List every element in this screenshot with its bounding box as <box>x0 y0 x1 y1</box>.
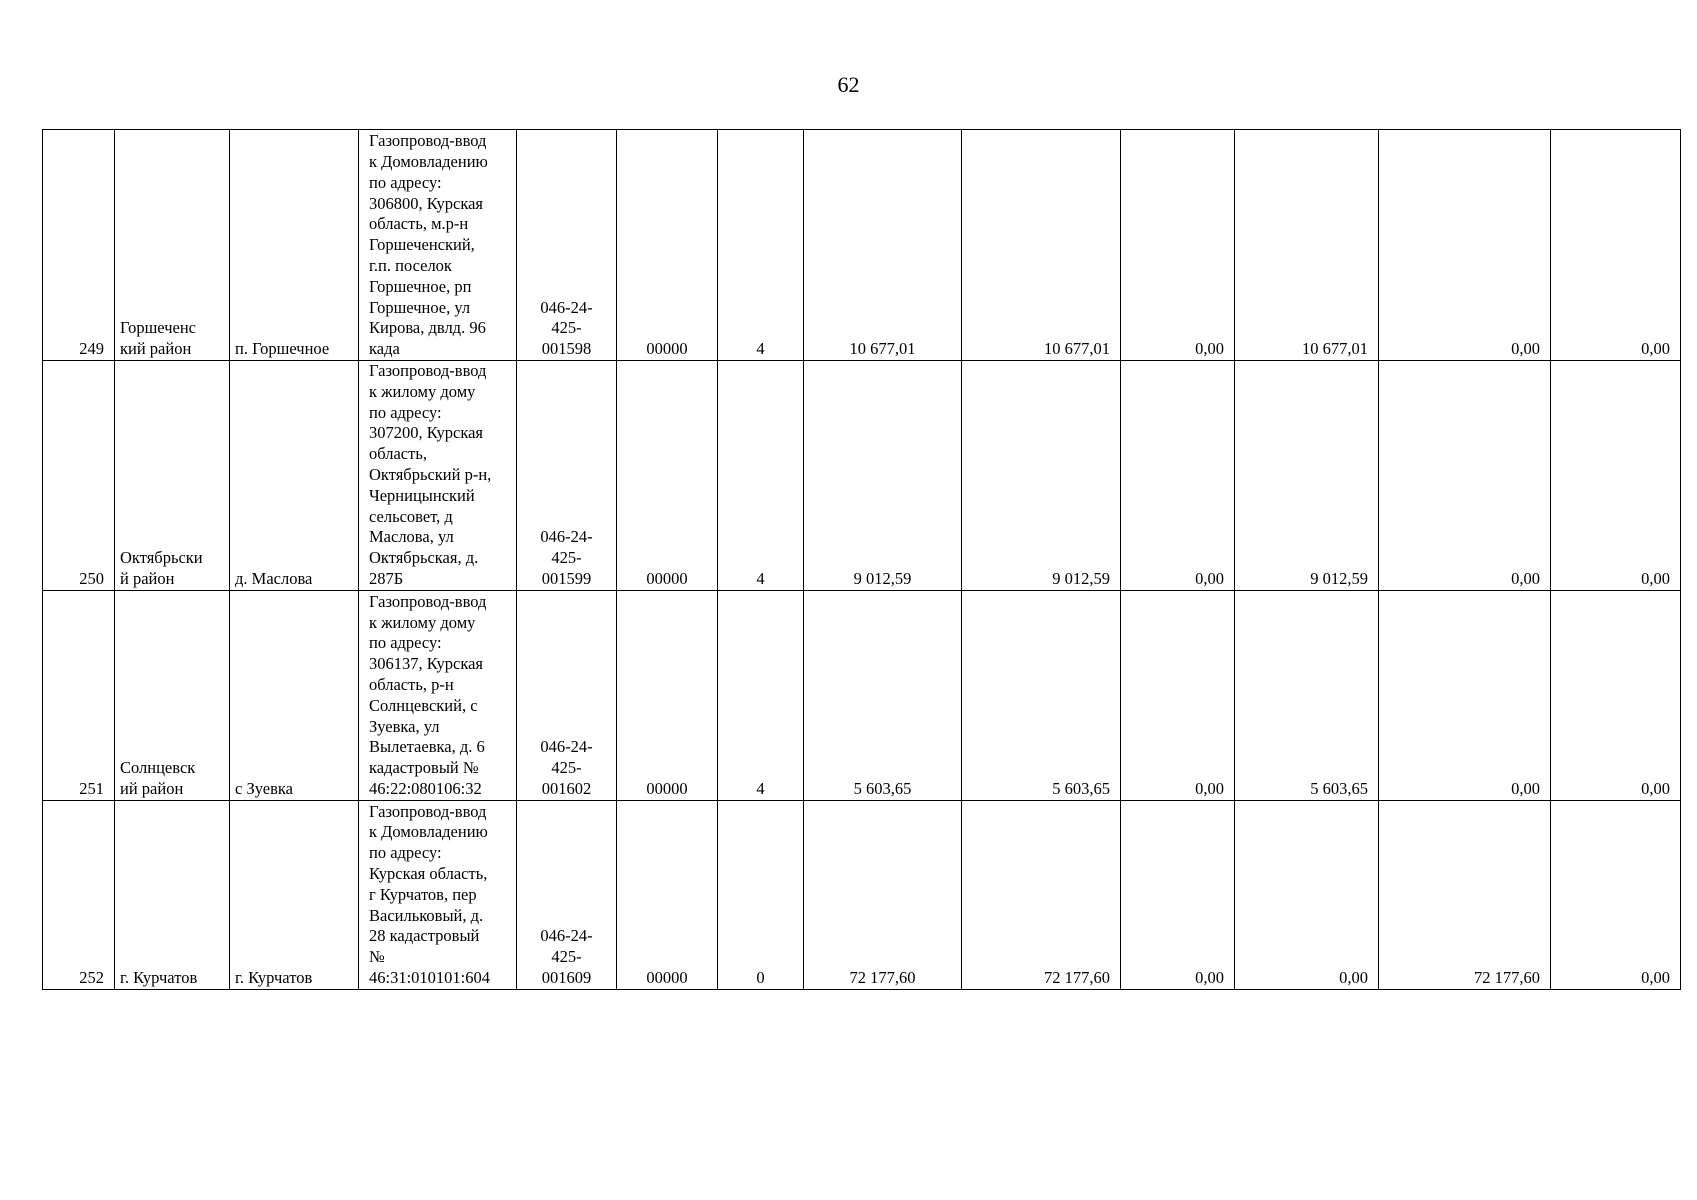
row-number-cell: 251 <box>43 590 115 800</box>
group-cell: 4 <box>718 590 804 800</box>
amount-cell: 9 012,59 <box>962 361 1121 591</box>
table-row <box>43 130 1681 361</box>
total-cell: 5 603,65 <box>804 590 962 800</box>
amount-cell: 5 603,65 <box>962 590 1121 800</box>
total-cell: 72 177,60 <box>804 800 962 989</box>
zero-cell: 0,00 <box>1551 800 1681 989</box>
registry-table <box>42 129 1681 990</box>
object-description-cell: Газопровод-ввод к жилому дому по адресу: 307200, Курская область, Октябрьский р-н, Черницынский сельсовет, д Маслова, ул Октябрьская, д. 287Б <box>359 361 517 591</box>
zero-cell: 0,00 <box>1121 361 1235 591</box>
locality-cell: с Зуевка <box>230 590 359 800</box>
object-description-cell: Газопровод-ввод к Домовладению по адресу: Курская область, г Курчатов, пер Васильковый, д. 28 кадастровый № 46:31:010101:604 <box>359 800 517 989</box>
value-cell: 0,00 <box>1235 800 1379 989</box>
page-number: 62 <box>837 72 860 97</box>
zero-cell: 0,00 <box>1121 590 1235 800</box>
value-cell: 72 177,60 <box>1379 800 1551 989</box>
locality-cell: д. Маслова <box>230 361 359 591</box>
district-cell: Горшеченс кий район <box>115 130 230 361</box>
group-cell: 0 <box>718 800 804 989</box>
zero-cell: 0,00 <box>1551 590 1681 800</box>
object-description-cell: Газопровод-ввод к Домовладению по адресу: 306800, Курская область, м.р-н Горшеченский, г.п. поселок Горшечное, рп Горшечное, ул Кирова, двлд. 96 када <box>359 130 517 361</box>
object-code-cell: 046-24- 425- 001602 <box>517 590 617 800</box>
object-code-cell: 046-24- 425- 001598 <box>517 130 617 361</box>
object-code-cell: 046-24- 425- 001599 <box>517 361 617 591</box>
value-cell: 0,00 <box>1379 590 1551 800</box>
row-number-cell: 252 <box>43 800 115 989</box>
value-cell: 0,00 <box>1379 361 1551 591</box>
code-cell: 00000 <box>617 590 718 800</box>
group-cell: 4 <box>718 130 804 361</box>
district-cell: г. Курчатов <box>115 800 230 989</box>
object-code-cell: 046-24- 425- 001609 <box>517 800 617 989</box>
zero-cell: 0,00 <box>1121 130 1235 361</box>
table-row <box>43 590 1681 800</box>
zero-cell: 0,00 <box>1121 800 1235 989</box>
district-cell: Октябрьски й район <box>115 361 230 591</box>
total-cell: 10 677,01 <box>804 130 962 361</box>
locality-cell: п. Горшечное <box>230 130 359 361</box>
code-cell: 00000 <box>617 130 718 361</box>
table-row <box>43 361 1681 591</box>
code-cell: 00000 <box>617 800 718 989</box>
locality-cell: г. Курчатов <box>230 800 359 989</box>
table-row <box>43 800 1681 989</box>
code-cell: 00000 <box>617 361 718 591</box>
total-cell: 9 012,59 <box>804 361 962 591</box>
row-number-cell: 250 <box>43 361 115 591</box>
zero-cell: 0,00 <box>1551 130 1681 361</box>
value-cell: 5 603,65 <box>1235 590 1379 800</box>
group-cell: 4 <box>718 361 804 591</box>
object-description-cell: Газопровод-ввод к жилому дому по адресу: 306137, Курская область, р-н Солнцевский, с Зуевка, ул Вылетаевка, д. 6 кадастровый № 46:22:080106:32 <box>359 590 517 800</box>
district-cell: Солнцевск ий район <box>115 590 230 800</box>
amount-cell: 72 177,60 <box>962 800 1121 989</box>
zero-cell: 0,00 <box>1551 361 1681 591</box>
amount-cell: 10 677,01 <box>962 130 1121 361</box>
value-cell: 0,00 <box>1379 130 1551 361</box>
row-number-cell: 249 <box>43 130 115 361</box>
value-cell: 10 677,01 <box>1235 130 1379 361</box>
value-cell: 9 012,59 <box>1235 361 1379 591</box>
